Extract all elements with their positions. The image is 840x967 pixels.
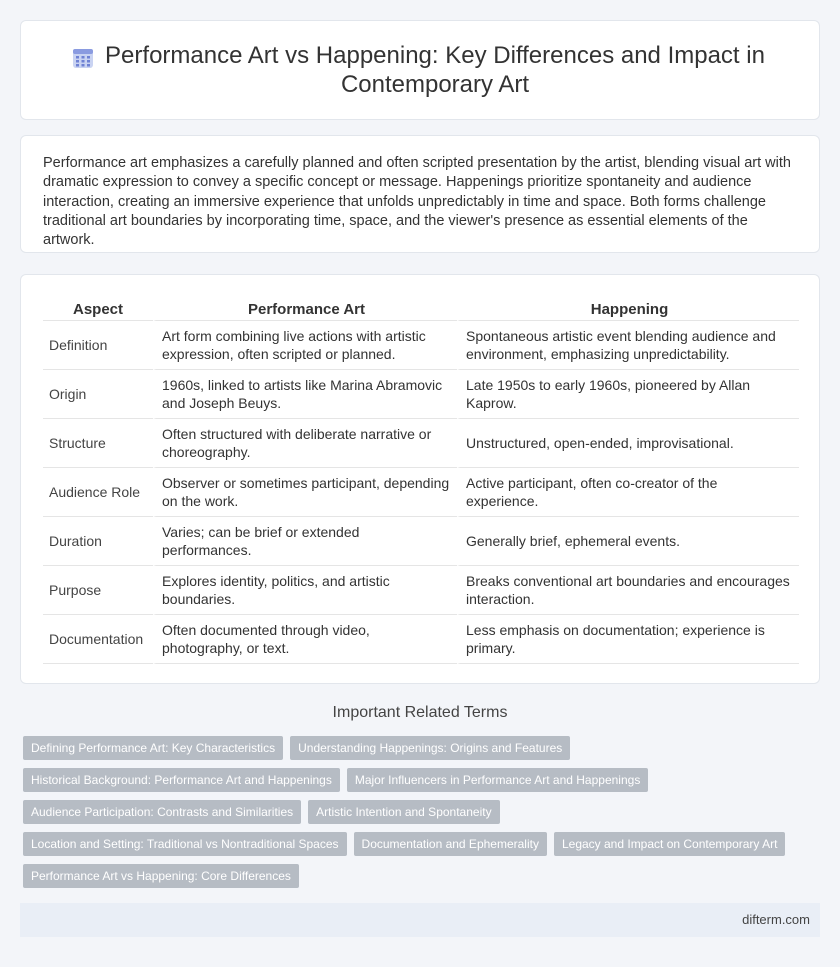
page-title: Performance Art vs Happening: Key Differences and Impact in Contemporary Art <box>105 42 765 98</box>
tag-row <box>23 864 823 888</box>
related-terms-tags <box>23 736 823 896</box>
intro-card <box>20 135 820 253</box>
table-cell-happening: Breaks conventional art boundaries and encourages interaction. <box>457 566 799 615</box>
table-cell-performance-art: Often documented through video, photography, or text. <box>153 615 457 664</box>
table-cell-performance-art: Explores identity, politics, and artistic boundaries. <box>153 566 457 615</box>
table-cell-happening: Generally brief, ephemeral events. <box>457 517 799 566</box>
related-term-tag[interactable]: Performance Art vs Happening: Core Differences <box>23 864 299 888</box>
related-term-tag[interactable]: Defining Performance Art: Key Characteristics <box>23 736 283 760</box>
related-term-tag[interactable]: Understanding Happenings: Origins and Features <box>290 736 570 760</box>
column-header-performance-art: Performance Art <box>153 297 457 321</box>
table-cell-happening: Unstructured, open-ended, improvisational. <box>457 419 799 468</box>
table-cell-happening: Less emphasis on documentation; experience is primary. <box>457 615 799 664</box>
table-cell-performance-art: Art form combining live actions with artistic expression, often scripted or planned. <box>153 321 457 370</box>
table-row <box>43 419 799 468</box>
column-header-happening: Happening <box>457 297 799 321</box>
related-term-tag[interactable]: Legacy and Impact on Contemporary Art <box>554 832 785 856</box>
related-term-tag[interactable]: Major Influencers in Performance Art and Happenings <box>347 768 649 792</box>
table-cell-aspect: Origin <box>43 370 153 419</box>
footer-site-link[interactable]: difterm.com <box>742 912 810 927</box>
table-cell-performance-art: Often structured with deliberate narrative or choreography. <box>153 419 457 468</box>
table-cell-happening: Spontaneous artistic event blending audience and environment, emphasizing unpredictability. <box>457 321 799 370</box>
tag-row <box>23 768 823 792</box>
tag-row <box>23 832 823 856</box>
table-cell-happening: Late 1950s to early 1960s, pioneered by Allan Kaprow. <box>457 370 799 419</box>
related-term-tag[interactable]: Historical Background: Performance Art and Happenings <box>23 768 340 792</box>
comparison-table-card <box>20 274 820 684</box>
table-cell-aspect: Audience Role <box>43 468 153 517</box>
table-cell-performance-art: Observer or sometimes participant, depending on the work. <box>153 468 457 517</box>
table-cell-aspect: Purpose <box>43 566 153 615</box>
table-row <box>43 615 799 664</box>
related-term-tag[interactable]: Location and Setting: Traditional vs Nontraditional Spaces <box>23 832 347 856</box>
footer-bar <box>20 903 820 937</box>
comparison-table <box>43 297 799 664</box>
table-cell-aspect: Duration <box>43 517 153 566</box>
header-card <box>20 20 820 120</box>
table-cell-aspect: Definition <box>43 321 153 370</box>
table-cell-performance-art: Varies; can be brief or extended performances. <box>153 517 457 566</box>
table-header-row <box>43 297 799 321</box>
table-row <box>43 370 799 419</box>
table-cell-happening: Active participant, often co-creator of the experience. <box>457 468 799 517</box>
table-row <box>43 468 799 517</box>
calendar-grid-icon <box>71 46 95 70</box>
tag-row <box>23 736 823 760</box>
table-row <box>43 321 799 370</box>
table-cell-aspect: Structure <box>43 419 153 468</box>
related-term-tag[interactable]: Audience Participation: Contrasts and Similarities <box>23 800 301 824</box>
related-term-tag[interactable]: Documentation and Ephemerality <box>354 832 547 856</box>
table-row <box>43 566 799 615</box>
column-header-aspect: Aspect <box>43 297 153 321</box>
intro-paragraph: Performance art emphasizes a carefully planned and often scripted presentation by the artist, blending visual art with dramatic expression to convey a specific concept or message. Happenings prioritize spontaneity and audience interaction, creating an immersive experience that unfolds unpredictably in time and space. Both forms challenge traditional art boundaries by incorporating time, space, and the viewer's presence as essential elements of the artwork. <box>43 155 791 249</box>
related-terms-heading: Important Related Terms <box>332 704 508 721</box>
related-term-tag[interactable]: Artistic Intention and Spontaneity <box>308 800 499 824</box>
tag-row <box>23 800 823 824</box>
table-cell-performance-art: 1960s, linked to artists like Marina Abramovic and Joseph Beuys. <box>153 370 457 419</box>
table-cell-aspect: Documentation <box>43 615 153 664</box>
table-row <box>43 517 799 566</box>
